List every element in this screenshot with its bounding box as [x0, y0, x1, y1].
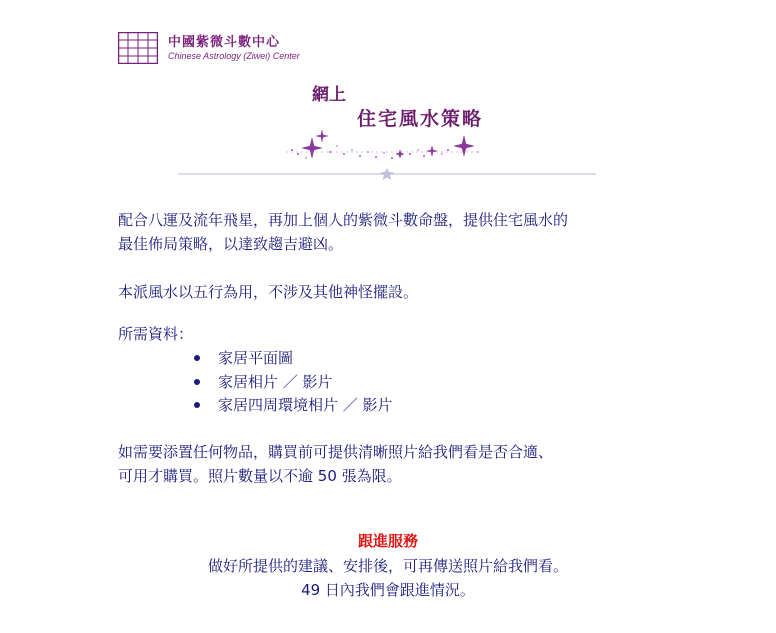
- purchase-line-2: 可用才購買。照片數量以不逾 50 張為限。: [118, 467, 402, 485]
- list-item: 家居相片 ／ 影片: [190, 371, 393, 395]
- method-paragraph: 本派風水以五行為用，不涉及其他神怪擺設。: [118, 283, 419, 301]
- logo-english-name: Chinese Astrology (Ziwei) Center: [168, 50, 300, 61]
- list-item: 家居平面圖: [190, 347, 393, 371]
- follow-up-line-1: 做好所提供的建議、安排後，可再傳送照片給我們看。: [207, 557, 568, 575]
- intro-line-2: 最佳佈局策略，以達致趨吉避凶。: [118, 235, 344, 253]
- follow-up-line-2: 49 日內我們會跟進情況。: [301, 581, 475, 599]
- sparkle-stars-icon: [282, 124, 482, 164]
- bullet-icon: [194, 402, 200, 408]
- bullet-icon: [194, 379, 200, 385]
- page-title: 住宅風水策略: [357, 108, 484, 130]
- logo-grid-icon: [118, 32, 158, 64]
- divider-star-icon: [380, 168, 394, 180]
- required-items-list: [190, 347, 393, 418]
- logo-chinese-name: 中國紫微斗數中心: [168, 34, 281, 50]
- required-label: 所需資料：: [118, 325, 194, 343]
- page-title-prefix: 網上: [312, 85, 346, 105]
- logo: [118, 32, 300, 64]
- intro-paragraph: [118, 208, 678, 256]
- intro-line-1: 配合八運及流年飛星，再加上個人的紫微斗數命盤，提供住宅風水的: [118, 211, 569, 229]
- divider: [178, 167, 596, 181]
- purchase-line-1: 如需要添置任何物品，購買前可提供清晰照片給我們看是否合適、: [118, 443, 554, 461]
- list-item: 家居四周環境相片 ／ 影片: [190, 394, 393, 418]
- bullet-icon: [194, 355, 200, 361]
- logo-text: [168, 36, 300, 61]
- purchase-paragraph: [118, 440, 678, 488]
- follow-up-title: 跟進服務: [357, 532, 418, 550]
